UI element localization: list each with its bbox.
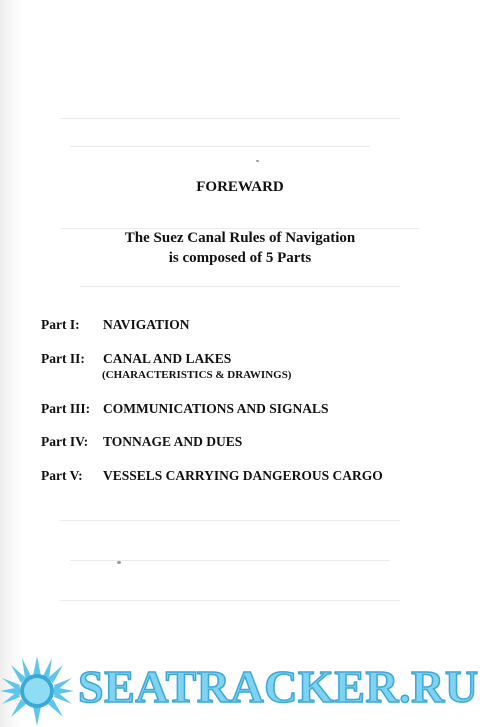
watermark-banner [0,652,480,727]
part-title: VESSELS CARRYING DANGEROUS CARGO [103,468,383,483]
part-title: CANAL AND LAKES [103,351,232,366]
bleed-through-line [70,146,370,147]
document-title-line-1: The Suez Canal Rules of Navigation [124,230,356,246]
page-heading: FOREWARD [196,179,284,195]
part-item [41,317,190,333]
part-label: Part V: [41,468,83,483]
document-title-line-2: is composed of 5 Parts [168,250,312,266]
watermark-text: SEATRACKER.RU [78,661,479,712]
part-title: TONNAGE AND DUES [103,434,243,449]
part-item [41,434,242,450]
scan-speck [256,160,259,162]
bleed-through-line [60,118,400,119]
part-title: COMMUNICATIONS AND SIGNALS [103,401,329,416]
part-label: Part II: [41,351,85,366]
part-item [41,401,329,417]
part-title: NAVIGATION [103,317,190,332]
part-label: Part I: [41,317,80,332]
bleed-through-line [60,520,400,521]
part-label: Part IV: [41,434,89,449]
part-label: Part III: [41,401,91,416]
scan-speck [117,561,121,564]
part-subtitle: (CHARACTERISTICS & DRAWINGS) [102,369,292,381]
bleed-through-line [60,228,420,229]
bleed-through-line [60,600,400,601]
part-item [41,351,231,367]
sun-icon [0,656,74,726]
bleed-through-line [80,286,400,287]
part-item [41,468,383,484]
